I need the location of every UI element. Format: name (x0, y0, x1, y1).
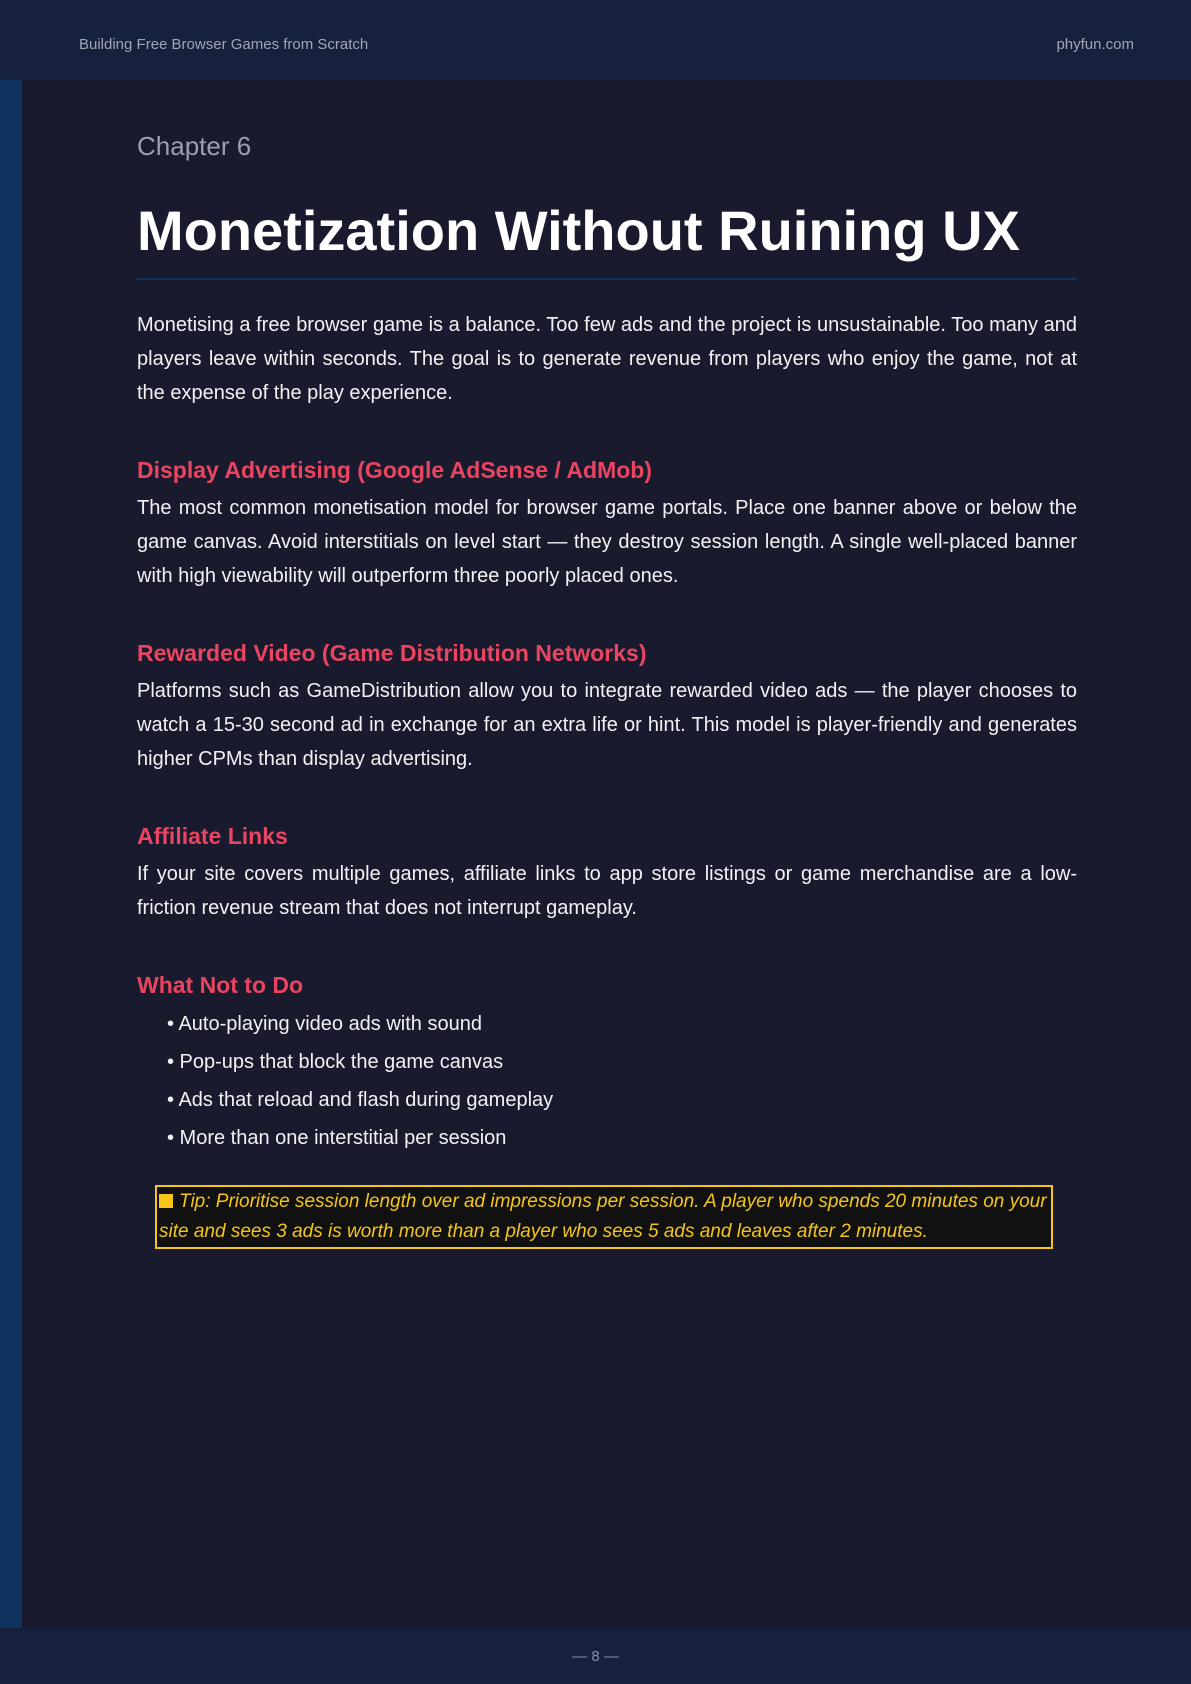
section-heading: Rewarded Video (Game Distribution Networks) (137, 640, 647, 666)
donts-list (137, 1005, 1077, 1157)
intro-paragraph: Monetising a free browser game is a balance. Too few ads and the project is unsustainable. Too many and players leave within seconds. The goal is to generate revenue from players who enjoy the game, not at the expense of the play experience. (137, 314, 1077, 404)
running-header-title: Building Free Browser Games from Scratch (79, 36, 369, 53)
section-heading: Affiliate Links (137, 823, 288, 849)
section-rewarded-video (137, 637, 1077, 776)
section-body: The most common monetisation model for browser game portals. Place one banner above or below the game canvas. Avoid interstitials on level start — they destroy session length. A single well-placed banner with high viewability will outperform three poorly placed ones. (137, 497, 1077, 587)
section-heading: Display Advertising (Google AdSense / AdMob) (137, 457, 652, 483)
section-heading: What Not to Do (137, 972, 304, 998)
accent-side-bar (0, 80, 22, 1628)
list-item: • Auto-playing video ads with sound (167, 1013, 482, 1035)
page-footer (0, 1628, 1191, 1684)
section-what-not-to-do (137, 969, 1077, 1157)
tip-callout (155, 1185, 1053, 1249)
page-header (0, 0, 1191, 80)
list-item: • Pop-ups that block the game canvas (167, 1051, 504, 1073)
running-header-site: phyfun.com (1056, 36, 1134, 53)
section-display-advertising (137, 454, 1077, 593)
chapter-title: Monetization Without Ruining UX (137, 198, 1077, 280)
list-item: • Ads that reload and flash during gameplay (167, 1089, 554, 1111)
square-bullet-icon (159, 1194, 173, 1208)
page-content (137, 124, 1077, 1249)
chapter-label: Chapter 6 (137, 131, 252, 161)
section-body: Platforms such as GameDistribution allow you to integrate rewarded video ads — the player chooses to watch a 15-30 second ad in exchange for an extra life or hint. This model is player-friendly and generates higher CPMs than display advertising. (137, 680, 1077, 770)
section-body: If your site covers multiple games, affiliate links to app store listings or game merchandise are a low-friction revenue stream that does not interrupt gameplay. (137, 863, 1077, 919)
page-number: — 8 — (572, 1648, 619, 1665)
section-affiliate-links (137, 820, 1077, 925)
list-item: • More than one interstitial per session (167, 1127, 507, 1149)
tip-text: Tip: Prioritise session length over ad impressions per session. A player who spends 20 minutes on your site and sees 3 ads is worth more than a player who sees 5 ads and leaves after 2 minutes. (159, 1191, 1047, 1242)
